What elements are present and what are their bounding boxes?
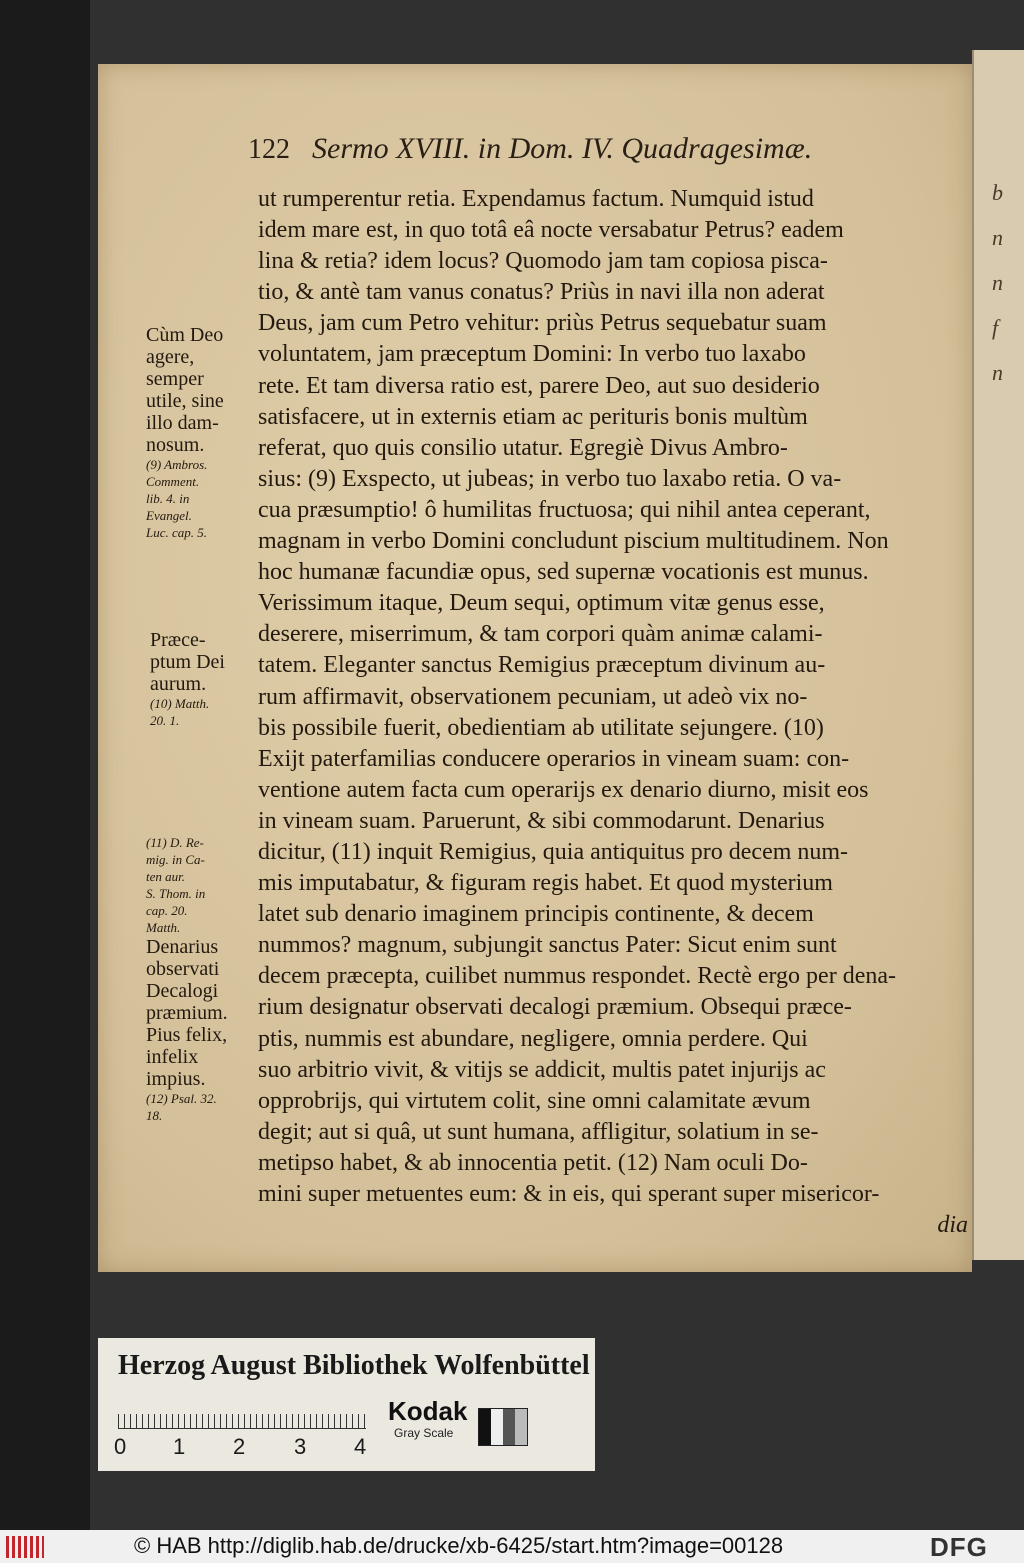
- dfg-logo: DFG: [930, 1532, 988, 1562]
- ruler-number: 1: [173, 1434, 186, 1459]
- margin-note-line: lib. 4. in: [146, 491, 190, 506]
- margin-note-line: Evangel.: [146, 508, 192, 523]
- text-line: rete. Et tam diversa ratio est, parere Deo, aut suo desiderio: [258, 372, 820, 399]
- margin-note-line: Matth.: [146, 920, 181, 935]
- margin-note-line: S. Thom. in: [146, 886, 206, 901]
- margin-note-line: cap. 20.: [146, 903, 188, 918]
- text-line: opprobrijs, qui virtutem colit, sine omni calamitate ævum: [258, 1087, 811, 1114]
- margin-note-3: [146, 834, 228, 1124]
- text-line: hoc humanæ facundiæ opus, sed supernæ vocationis est munus.: [258, 559, 869, 586]
- margin-note-line: aurum.: [150, 673, 207, 695]
- main-text-block: [258, 184, 968, 1241]
- margin-note-1-citation: [146, 456, 224, 541]
- text-line: tio, & antè tam vanus conatus? Priùs in navi illa non aderat: [258, 279, 825, 306]
- text-line: ptis, nummis est abundare, negligere, omnia perdere. Qui: [258, 1025, 808, 1052]
- margin-note-line: utile, sine: [146, 390, 224, 412]
- text-line: nummos? magnum, subjungit sanctus Pater: Sicut enim sunt: [258, 932, 837, 959]
- text-line: Verissimum itaque, Deum sequi, optimum vitæ genus esse,: [258, 590, 825, 617]
- ruler-number: 2: [233, 1434, 246, 1459]
- margin-note-line: (10) Matth.: [150, 696, 210, 711]
- text-line: ventione autem facta cum operarijs ex denario diurno, misit eos: [258, 776, 869, 803]
- text-line: idem mare est, in quo totâ eâ nocte versabatur Petrus? eadem: [258, 217, 844, 244]
- page-number: 122: [248, 134, 290, 165]
- margin-note-2: [150, 629, 225, 729]
- margin-note-4-citation: [146, 1090, 228, 1124]
- margin-note-line: agere,: [146, 346, 195, 368]
- text-line: rium designatur observati decalogi præmium. Obsequi præce-: [258, 994, 852, 1021]
- text-line: metipso habet, & ab innocentia petit. (12) Nam oculi Do-: [258, 1149, 808, 1176]
- margin-note-3-citation: [146, 834, 228, 936]
- margin-note-line: ten aur.: [146, 869, 185, 884]
- book-edge-shadow: [0, 0, 90, 1530]
- text-line: sius: (9) Exspecto, ut jubeas; in verbo tuo laxabo retia. O va-: [258, 465, 842, 492]
- book-page: [98, 64, 972, 1272]
- text-line: Exijt paterfamilias conducere operarios in vineam suam: con-: [258, 745, 850, 772]
- gray-patches: [478, 1408, 528, 1446]
- text-line: Deus, jam cum Petro vehitur: priùs Petrus sequebatur suam: [258, 310, 827, 337]
- adjacent-page-edge: b n n f n: [972, 50, 1024, 1260]
- color-calibration-card: [98, 1338, 595, 1471]
- margin-note-line: ptum Dei: [150, 651, 225, 673]
- text-line: voluntatem, jam præceptum Domini: In verbo tuo laxabo: [258, 341, 806, 368]
- margin-note-3-heading: [146, 936, 228, 1090]
- margin-note-2-heading: [150, 629, 225, 695]
- margin-note-line: mig. in Ca-: [146, 852, 205, 867]
- margin-note-line: Præce-: [150, 629, 206, 651]
- text-line: tatem. Eleganter sanctus Remigius præceptum divinum au-: [258, 652, 826, 679]
- running-head: [248, 132, 948, 172]
- viewer-footer: [0, 1530, 1024, 1563]
- margin-note-line: (9) Ambros.: [146, 457, 208, 472]
- ruler-number: 4: [354, 1434, 367, 1459]
- margin-note-line: semper: [146, 368, 204, 390]
- text-line: ut rumperentur retia. Expendamus factum. Numquid istud: [258, 186, 814, 212]
- text-line: decem præcepta, cuilibet nummus respondet. Rectè ergo per dena-: [258, 963, 896, 990]
- margin-note-line: Pius felix,: [146, 1024, 228, 1046]
- text-line: referat, quo quis consilio utatur. Egregiè Divus Ambro-: [258, 434, 788, 461]
- text-line: in vineam suam. Paruerunt, & sibi commodarunt. Denarius: [258, 807, 825, 834]
- margin-note-line: illo dam-: [146, 412, 219, 434]
- margin-note-line: præmium.: [146, 1002, 228, 1024]
- gray-scale-label: Gray Scale: [394, 1426, 454, 1440]
- text-line: degit; aut si quâ, ut sunt humana, affligitur, solatium in se-: [258, 1118, 819, 1145]
- text-line: satisfacere, ut in externis etiam ac perituris bonis multùm: [258, 403, 808, 430]
- margin-note-line: (12) Psal. 32.: [146, 1091, 217, 1106]
- margin-note-line: Cùm Deo: [146, 324, 224, 346]
- text-line: latet sub denario imaginem principis continente, & decem: [258, 901, 814, 928]
- text-line: dia: [937, 1212, 968, 1239]
- margin-note-line: 20. 1.: [150, 713, 180, 728]
- margin-note-line: Comment.: [146, 474, 200, 489]
- margin-note-line: Decalogi: [146, 980, 219, 1002]
- library-name: Herzog August Bibliothek Wolfenbüttel: [118, 1350, 590, 1381]
- text-line: dicitur, (11) inquit Remigius, quia antiquitus pro decem num-: [258, 838, 849, 865]
- margin-note-line: nosum.: [146, 434, 205, 456]
- ruler-number: 3: [294, 1434, 307, 1459]
- kodak-logo: Kodak: [388, 1396, 468, 1426]
- text-line: bis possibile fuerit, obedientiam ab utilitate sejungere. (10): [258, 714, 824, 741]
- ruler-number: 0: [114, 1434, 127, 1459]
- text-line: cua præsumptio! ô humilitas fructuosa; qui nihil antea ceperant,: [258, 496, 871, 523]
- margin-note-1-heading: [146, 324, 224, 456]
- margin-note-line: Denarius: [146, 936, 219, 958]
- library-barcode-icon: [6, 1536, 44, 1558]
- margin-note-line: 18.: [146, 1108, 163, 1123]
- margin-note-line: impius.: [146, 1068, 206, 1090]
- text-line: rum affirmavit, observationem pecuniam, ut adeò vix no-: [258, 683, 808, 710]
- margin-note-2-citation: [150, 695, 225, 729]
- margin-note-line: infelix: [146, 1046, 199, 1068]
- text-line: suo arbitrio vivit, & vitijs se addicit, multis patet injurijs ac: [258, 1056, 826, 1083]
- text-line: lina & retia? idem locus? Quomodo jam tam copiosa pisca-: [258, 248, 828, 275]
- margin-note-1: [146, 324, 224, 541]
- margin-note-line: Luc. cap. 5.: [146, 525, 208, 540]
- measurement-ruler: [118, 1398, 366, 1429]
- text-line: mis imputabatur, & figuram regis habet. Et quod mysterium: [258, 870, 833, 897]
- text-line: deserere, miserrimum, & tam corpori quàm animæ calami-: [258, 621, 823, 648]
- source-link[interactable]: © HAB http://diglib.hab.de/drucke/xb-6425/start.htm?image=00128: [134, 1533, 784, 1558]
- text-line: magnam in verbo Domini concludunt piscium multitudinem. Non: [258, 528, 889, 555]
- margin-note-line: observati: [146, 958, 220, 980]
- text-line: mini super metuentes eum: & in eis, qui sperant super misericor-: [258, 1181, 880, 1207]
- margin-note-line: (11) D. Re-: [146, 835, 204, 850]
- running-title: Sermo XVIII. in Dom. IV. Quadragesimæ.: [312, 132, 813, 165]
